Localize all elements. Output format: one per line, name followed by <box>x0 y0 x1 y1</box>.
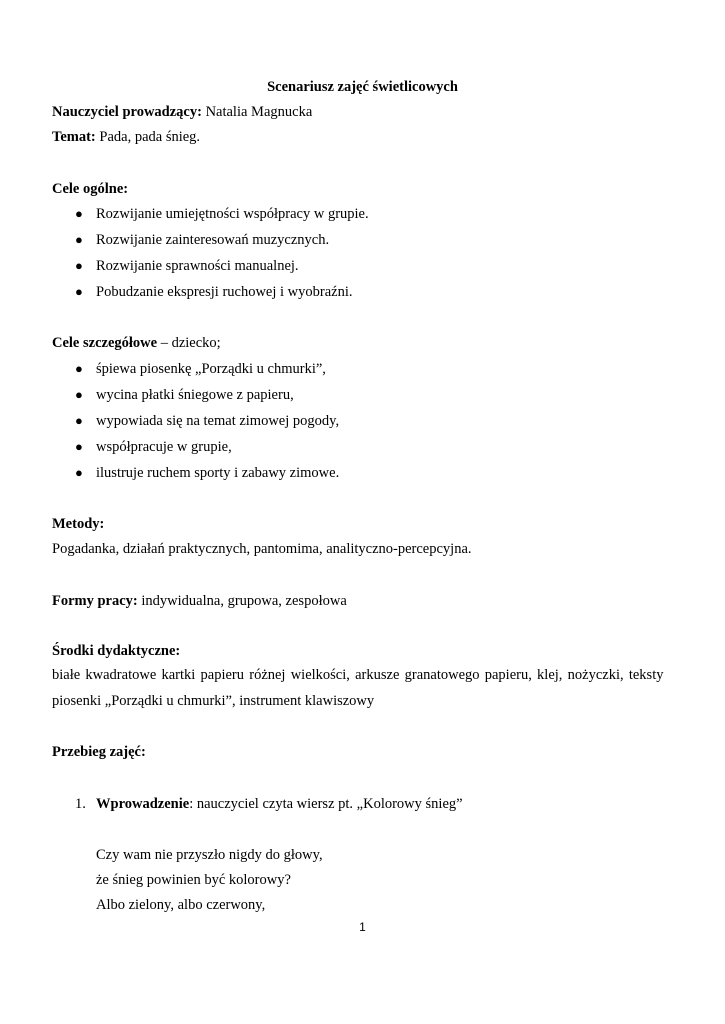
bullet-icon: ● <box>75 361 83 376</box>
forms-line <box>52 592 347 610</box>
list-item-text: ilustruje ruchem sporty i zabawy zimowe. <box>96 465 340 481</box>
list-item-text: wycina płatki śniegowe z papieru, <box>96 387 294 403</box>
list-item <box>75 464 339 482</box>
bullet-icon: ● <box>75 284 83 299</box>
list-item-text: Rozwijanie zainteresowań muzycznych. <box>96 232 330 248</box>
bullet-icon: ● <box>75 387 83 402</box>
page-number: 1 <box>359 920 366 934</box>
step-label: Wprowadzenie <box>96 796 190 812</box>
poem-line: że śnieg powinien być kolorowy? <box>96 872 291 888</box>
teacher-label: Nauczyciel prowadzący: <box>52 104 202 120</box>
materials-heading: Środki dydaktyczne: <box>52 643 181 659</box>
methods-heading: Metody: <box>52 516 105 532</box>
page-title: Scenariusz zajęć świetlicowych <box>267 79 458 95</box>
topic-line <box>52 128 200 146</box>
bullet-icon: ● <box>75 206 83 221</box>
step-text: : nauczyciel czyta wiersz pt. „Kolorowy śnieg” <box>189 796 463 812</box>
specific-goals-suffix: – dziecko; <box>157 335 221 351</box>
teacher-value: Natalia Magnucka <box>201 104 313 120</box>
bullet-icon: ● <box>75 413 83 428</box>
list-item <box>75 283 353 301</box>
list-item <box>75 438 232 456</box>
course-heading: Przebieg zajęć: <box>52 744 146 760</box>
list-item-text: Rozwijanie sprawności manualnej. <box>96 258 299 274</box>
bullet-icon: ● <box>75 232 83 247</box>
bullet-icon: ● <box>75 465 83 480</box>
forms-heading: Formy pracy: <box>52 593 138 609</box>
specific-goals-heading: Cele szczegółowe <box>52 335 158 351</box>
topic-label: Temat: <box>52 129 96 145</box>
list-item-text: Rozwijanie umiejętności współpracy w grupie. <box>96 206 369 222</box>
list-item <box>75 205 369 223</box>
poem-line: Albo zielony, albo czerwony, <box>96 897 266 913</box>
specific-goals-line <box>52 334 221 352</box>
step-number: 1. <box>75 796 86 812</box>
materials-text-line1: białe kwadratowe kartki papieru różnej wielkości, arkusze granatowego papieru, klej, nożyczki, teksty <box>52 667 664 683</box>
list-item <box>75 412 339 430</box>
materials-text-line2: piosenki „Porządki u chmurki”, instrument klawiszowy <box>52 693 375 709</box>
methods-text: Pogadanka, działań praktycznych, pantomima, analityczno-percepcyjna. <box>52 541 472 557</box>
list-item <box>75 231 329 249</box>
forms-text: indywidualna, grupowa, zespołowa <box>137 593 347 609</box>
list-item <box>75 257 299 275</box>
bullet-icon: ● <box>75 258 83 273</box>
list-item-text: współpracuje w grupie, <box>96 439 232 455</box>
poem-line: Czy wam nie przyszło nigdy do głowy, <box>96 847 323 863</box>
list-item-text: wypowiada się na temat zimowej pogody, <box>96 413 340 429</box>
list-item <box>75 360 326 378</box>
topic-value: Pada, pada śnieg. <box>95 129 201 145</box>
list-item-text: Pobudzanie ekspresji ruchowej i wyobraźni. <box>96 284 353 300</box>
list-item <box>75 386 294 404</box>
general-goals-heading: Cele ogólne: <box>52 181 129 197</box>
step-1 <box>75 795 463 813</box>
bullet-icon: ● <box>75 439 83 454</box>
list-item-text: śpiewa piosenkę „Porządki u chmurki”, <box>96 361 326 377</box>
teacher-line <box>52 103 312 121</box>
